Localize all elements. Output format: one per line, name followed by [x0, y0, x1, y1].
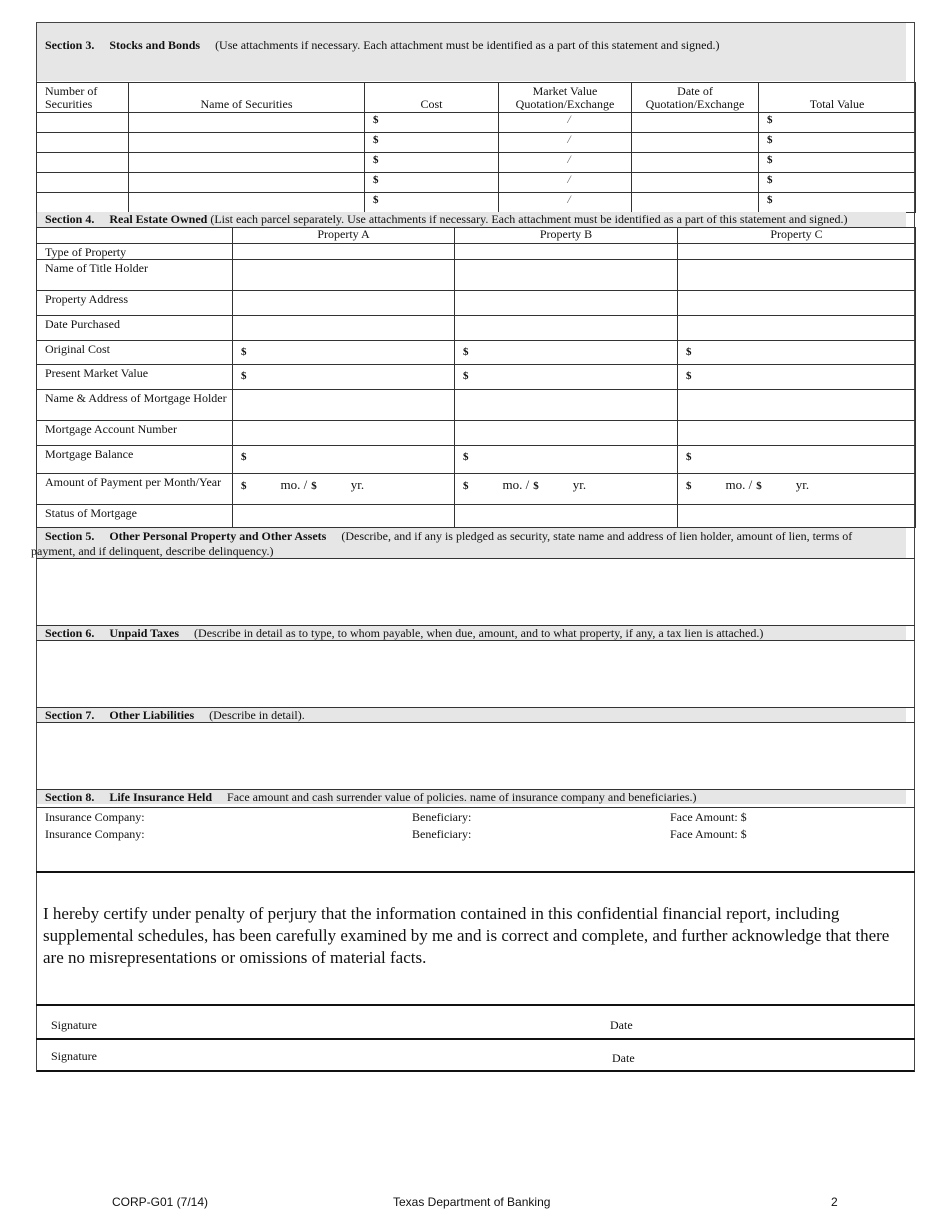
stock-market-value-cell[interactable] — [499, 193, 632, 213]
dollar-sign: $ — [241, 346, 247, 358]
dollar-sign: $ — [756, 480, 762, 492]
stock-number-cell[interactable] — [37, 173, 129, 193]
date-label-1: Date — [610, 1018, 633, 1032]
stock-date-cell[interactable] — [632, 153, 759, 173]
property-c-cell[interactable] — [678, 446, 916, 474]
property-a-cell[interactable] — [233, 341, 455, 365]
real-estate-row-label: Property Address — [37, 291, 233, 316]
slash-separator: / — [567, 192, 571, 206]
dollar-sign: $ — [373, 174, 379, 186]
section5-entry-area[interactable] — [37, 559, 914, 625]
section8-title: Life Insurance Held — [109, 790, 213, 804]
section3-title: Stocks and Bonds — [109, 38, 201, 52]
stock-cost-cell[interactable] — [365, 193, 499, 213]
section7-label: Section 7. — [45, 708, 95, 722]
dollar-sign: $ — [686, 370, 692, 382]
real-estate-row-label: Status of Mortgage — [37, 505, 233, 528]
date-field-2[interactable] — [645, 1041, 905, 1069]
dollar-sign: $ — [311, 480, 317, 492]
dollar-sign: $ — [686, 346, 692, 358]
per-year-label: yr. — [795, 477, 810, 492]
per-month-label: mo. / — [502, 477, 530, 492]
stock-number-cell[interactable] — [37, 193, 129, 213]
section6-header — [45, 626, 763, 640]
stock-date-cell[interactable] — [632, 193, 759, 213]
dollar-sign: $ — [767, 134, 773, 146]
property-c-cell[interactable] — [678, 365, 916, 390]
dollar-sign: $ — [463, 346, 469, 358]
footer-form-id: CORP-G01 (7/14) — [112, 1195, 209, 1209]
real-estate-row-label: Mortgage Account Number — [37, 421, 233, 446]
stock-date-cell[interactable] — [632, 133, 759, 153]
dollar-sign: $ — [767, 194, 773, 206]
stock-total-value-cell[interactable] — [759, 113, 916, 133]
slash-separator: / — [567, 112, 571, 126]
dollar-sign: $ — [373, 114, 379, 126]
real-estate-row-label: Type of Property — [37, 244, 233, 260]
property-b-cell[interactable] — [455, 316, 678, 341]
signature-field-2[interactable] — [110, 1041, 590, 1069]
stock-number-cell[interactable] — [37, 133, 129, 153]
property-c-cell[interactable] — [678, 474, 916, 505]
property-b-cell[interactable] — [455, 291, 678, 316]
stock-name-cell[interactable] — [129, 193, 365, 213]
section8-desc: Face amount and cash surrender value of policies. name of insurance company and beneficiaries.) — [227, 790, 697, 804]
property-a-cell[interactable] — [233, 421, 455, 446]
stock-row — [37, 113, 916, 133]
real-estate-row-label: Original Cost — [37, 341, 233, 365]
insurance-company-label-1: Insurance Company: — [45, 810, 145, 824]
section6-desc: (Describe in detail as to type, to whom payable, when due, amount, and to what property, if any, a tax lien is attached.) — [194, 626, 764, 640]
section7-entry-area[interactable] — [37, 723, 914, 789]
beneficiary-label-2: Beneficiary: — [412, 827, 472, 841]
property-c-cell[interactable] — [678, 244, 916, 260]
signature-label-2: Signature — [51, 1049, 97, 1063]
certification-statement: I hereby certify under penalty of perjury that the information contained in this confidential financial report, including supplemental schedules, has been carefully examined by me and is correct and complete, and further acknowledge that there are no misrepresentations or omissions of material facts. — [43, 904, 890, 967]
section4-desc: (List each parcel separately. Use attachments if necessary. Each attachment must be identified as a part of this statement and signed.) — [210, 212, 848, 226]
property-b-cell[interactable] — [455, 341, 678, 365]
property-c-cell[interactable] — [678, 316, 916, 341]
real-estate-row-label: Mortgage Balance — [37, 446, 233, 474]
property-c-cell[interactable] — [678, 341, 916, 365]
stock-cost-cell[interactable] — [365, 113, 499, 133]
stock-date-cell[interactable] — [632, 113, 759, 133]
section4-title: Real Estate Owned — [109, 212, 208, 226]
stock-row — [37, 193, 916, 213]
real-estate-row — [37, 446, 916, 474]
dollar-sign: $ — [373, 154, 379, 166]
real-estate-row — [37, 390, 916, 421]
property-b-cell[interactable] — [455, 474, 678, 505]
real-estate-row — [37, 244, 916, 260]
dollar-sign: $ — [533, 480, 539, 492]
real-estate-row — [37, 291, 916, 316]
signature-field-1[interactable] — [110, 1008, 590, 1036]
stock-number-cell[interactable] — [37, 113, 129, 133]
property-a-cell[interactable] — [233, 260, 455, 291]
section5-desc: (Describe, and if any is pledged as security, state name and address of lien holder, amount of lien, terms of payment, and if delinquent, describe delinquency.) — [31, 529, 853, 558]
property-a-cell[interactable] — [233, 291, 455, 316]
property-c-cell[interactable] — [678, 421, 916, 446]
property-a-cell[interactable] — [233, 244, 455, 260]
per-year-label: yr. — [572, 477, 587, 492]
per-month-label: mo. / — [725, 477, 753, 492]
dollar-sign: $ — [767, 174, 773, 186]
property-c-cell[interactable] — [678, 291, 916, 316]
section5-label: Section 5. — [45, 529, 95, 543]
property-a-cell[interactable] — [233, 474, 455, 505]
stock-market-value-cell[interactable] — [499, 153, 632, 173]
real-estate-row — [37, 421, 916, 446]
per-month-label: mo. / — [280, 477, 308, 492]
section8-label: Section 8. — [45, 790, 95, 804]
property-c-cell[interactable] — [678, 260, 916, 291]
dollar-sign: $ — [767, 114, 773, 126]
dollar-sign: $ — [767, 154, 773, 166]
header-market-value: Market Value Quotation/Exchange — [499, 83, 632, 113]
dollar-sign: $ — [241, 370, 247, 382]
stock-date-cell[interactable] — [632, 173, 759, 193]
dollar-sign: $ — [241, 480, 247, 492]
property-b-header: Property B — [455, 228, 678, 244]
slash-separator: / — [567, 152, 571, 166]
property-b-cell[interactable] — [455, 390, 678, 421]
property-a-cell[interactable] — [233, 446, 455, 474]
stock-row — [37, 133, 916, 153]
header-cost: Cost — [365, 83, 499, 113]
signature-label-1: Signature — [51, 1018, 97, 1032]
stock-number-cell[interactable] — [37, 153, 129, 173]
real-estate-row — [37, 316, 916, 341]
property-b-cell[interactable] — [455, 505, 678, 528]
real-estate-row-label: Present Market Value — [37, 365, 233, 390]
dollar-sign: $ — [373, 194, 379, 206]
real-estate-row — [37, 365, 916, 390]
slash-separator: / — [567, 132, 571, 146]
real-estate-row — [37, 260, 916, 291]
property-c-cell[interactable] — [678, 505, 916, 528]
section6-label: Section 6. — [45, 626, 95, 640]
face-amount-label-1: Face Amount: $ — [670, 810, 747, 824]
section4-label: Section 4. — [45, 212, 95, 226]
property-b-cell[interactable] — [455, 244, 678, 260]
header-total-value: Total Value — [759, 83, 916, 113]
section7-header — [45, 708, 305, 722]
header-number-of-securities: Number of Securities — [37, 83, 129, 113]
footer-page-number: 2 — [831, 1195, 838, 1209]
slash-separator: / — [567, 172, 571, 186]
stock-cost-cell[interactable] — [365, 173, 499, 193]
section3-desc: (Use attachments if necessary. Each attachment must be identified as a part of this statement and signed.) — [215, 38, 720, 52]
stock-market-value-cell[interactable] — [499, 173, 632, 193]
property-c-header: Property C — [678, 228, 916, 244]
property-a-cell[interactable] — [233, 316, 455, 341]
stock-cost-cell[interactable] — [365, 133, 499, 153]
property-a-cell[interactable] — [233, 365, 455, 390]
section6-title: Unpaid Taxes — [109, 626, 180, 640]
dollar-sign: $ — [686, 451, 692, 463]
stock-total-value-cell[interactable] — [759, 193, 916, 213]
insurance-company-label-2: Insurance Company: — [45, 827, 145, 841]
property-b-cell[interactable] — [455, 365, 678, 390]
real-estate-row-label: Date Purchased — [37, 316, 233, 341]
stock-cost-cell[interactable] — [365, 153, 499, 173]
dollar-sign: $ — [463, 480, 469, 492]
property-a-cell[interactable] — [233, 390, 455, 421]
real-estate-row-label: Name & Address of Mortgage Holder — [37, 390, 233, 421]
date-label-2: Date — [612, 1051, 635, 1065]
real-estate-corner — [37, 228, 233, 244]
property-a-cell[interactable] — [233, 505, 455, 528]
face-amount-label-2: Face Amount: $ — [670, 827, 747, 841]
real-estate-table — [36, 227, 916, 528]
property-b-cell[interactable] — [455, 260, 678, 291]
section4-header — [45, 212, 848, 227]
stocks-table — [36, 82, 916, 213]
real-estate-row — [37, 341, 916, 365]
stock-row — [37, 173, 916, 193]
real-estate-row-label: Amount of Payment per Month/Year — [37, 474, 233, 505]
dollar-sign: $ — [463, 451, 469, 463]
section5-title: Other Personal Property and Other Assets — [109, 529, 327, 543]
section8-header — [45, 790, 697, 804]
stock-name-cell[interactable] — [129, 133, 365, 153]
section3-label: Section 3. — [45, 38, 95, 52]
stock-total-value-cell[interactable] — [759, 153, 916, 173]
stock-market-value-cell[interactable] — [499, 113, 632, 133]
date-field-1[interactable] — [645, 1008, 905, 1036]
stock-row — [37, 153, 916, 173]
header-date-of-quotation: Date of Quotation/Exchange — [632, 83, 759, 113]
stock-total-value-cell[interactable] — [759, 133, 916, 153]
section5-header — [31, 529, 891, 559]
header-name-of-securities: Name of Securities — [129, 83, 365, 113]
property-b-cell[interactable] — [455, 446, 678, 474]
property-a-header: Property A — [233, 228, 455, 244]
stock-total-value-cell[interactable] — [759, 173, 916, 193]
section7-title: Other Liabilities — [109, 708, 195, 722]
footer-agency: Texas Department of Banking — [393, 1195, 551, 1209]
stock-name-cell[interactable] — [129, 153, 365, 173]
real-estate-row — [37, 505, 916, 528]
dollar-sign: $ — [686, 480, 692, 492]
dollar-sign: $ — [463, 370, 469, 382]
dollar-sign: $ — [373, 134, 379, 146]
property-c-cell[interactable] — [678, 390, 916, 421]
section7-desc: (Describe in detail). — [209, 708, 305, 722]
section3-header — [45, 38, 719, 53]
stock-name-cell[interactable] — [129, 173, 365, 193]
stock-name-cell[interactable] — [129, 113, 365, 133]
per-year-label: yr. — [350, 477, 365, 492]
beneficiary-label-1: Beneficiary: — [412, 810, 472, 824]
real-estate-row — [37, 474, 916, 505]
real-estate-row-label: Name of Title Holder — [37, 260, 233, 291]
stock-market-value-cell[interactable] — [499, 133, 632, 153]
section6-entry-area[interactable] — [37, 641, 914, 707]
property-b-cell[interactable] — [455, 421, 678, 446]
dollar-sign: $ — [241, 451, 247, 463]
